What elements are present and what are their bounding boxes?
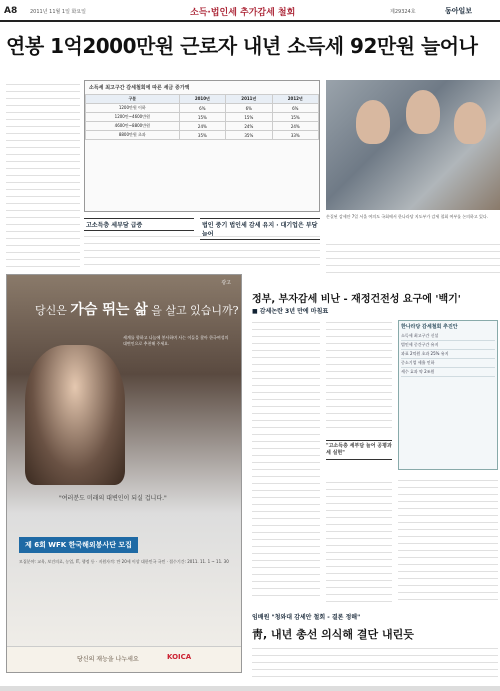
table-cell: 1200만~4600만원 [86,113,180,122]
advertisement[interactable] [6,274,242,673]
info-box-row: 소득세 최고구간 신설 [401,332,495,341]
table-cell: 24% [179,122,225,131]
tax-table-box [84,80,320,212]
main-headline: 연봉 1억2000만원 근로자 내년 소득세 92만원 늘어나 [6,34,478,58]
article-column-4 [252,318,320,608]
subhead-left: 고소득층 세부담 급증 [84,218,194,231]
section-title: 소득·법인세 추가감세 철회 [190,8,296,18]
table-header: 구분 [86,95,180,104]
issue-number: 제29324호 [390,9,416,15]
article-column-6 [398,476,498,608]
ad-headline [35,299,239,319]
table-row [86,113,319,122]
ad-signature: 당신의 재능을 나누세요 [77,656,139,663]
photo-caption: 손질된 감세안 7일 서울 여의도 국회에서 한나라당 지도부가 감세 철회 여부를 논의하고 있다. [326,214,489,219]
table-cell: 15% [226,113,272,122]
ad-footer [7,646,241,672]
ad-tag: 광고 [221,280,231,286]
pull-quote: "고소득층 세부담 늘어 공평과세 실현" [326,440,392,460]
table-cell: 1200만원 이하 [86,104,180,113]
info-box-title: 한나라당 감세철회 추진안 [401,324,458,330]
table-cell: 15% [272,113,318,122]
ad-headline-post: 을 살고 있습니까? [151,304,239,317]
page-header [0,0,500,22]
table-cell: 8800만원 초과 [86,131,180,140]
table-cell: 33% [272,131,318,140]
subhead-right: 법인 중기 법인세 감세 유지 · 대기업은 부담 늘어 [200,218,320,240]
bottom-headline: 靑, 내년 총선 의식해 결단 내린듯 [252,628,414,641]
footer-bar [0,686,500,691]
page-number: A8 [4,6,18,16]
table-cell: 35% [179,131,225,140]
table-cell: 35% [226,131,272,140]
photo-person [406,90,440,134]
article-column-2 [84,232,320,268]
bottom-kicker: 임배원 "청와대 감세안 철회 - 결론 정해" [252,614,361,621]
info-box [398,320,498,470]
info-box-row: 법인세 중간구간 유지 [401,341,495,350]
table-row [86,131,319,140]
ad-award-banner[interactable]: 제 6회 WFK 한국해외봉사단 모집 [19,537,138,553]
article-column-3 [326,240,500,274]
ad-headline-pre: 당신은 [35,304,67,317]
ad-quote: "여러분도 미래의 대변인이 되실 겁니다." [59,495,167,502]
table-title: 소득세 최고구간 감세철회에 따른 세금 증가액 [89,85,190,91]
table-cell: 6% [272,104,318,113]
info-box-row: 중소기업 세율 인하 [401,359,495,368]
table-cell: 24% [226,122,272,131]
table-row [86,122,319,131]
newspaper-name: 동아일보 [445,7,473,15]
photo-person [454,102,486,144]
table-cell: 24% [272,122,318,131]
issue-date: 2011년 11월 1일 화요일 [30,9,87,15]
news-photo [326,80,500,210]
photo-person [356,100,390,144]
table-header: 2012년 [272,95,318,104]
tax-table [85,94,319,140]
article-column-1 [6,80,80,270]
ad-headline-main: 가슴 뛰는 삶 [70,302,148,318]
second-headline: 정부, 부자감세 비난 - 재정건전성 요구에 '백기' [252,294,461,305]
article-column-5 [326,318,392,436]
article-column-7 [326,478,392,608]
table-cell: 6% [226,104,272,113]
ad-portrait [25,345,125,485]
article-column-8 [252,644,498,684]
table-cell: 6% [179,104,225,113]
table-row [86,104,319,113]
info-box-row: 세수 효과 약 2조원 [401,368,495,377]
table-cell: 15% [179,113,225,122]
ad-body-text: 세계를 향하고 나눔에 봉사하며 사는 이들을 찾아 한국여성의 대변인으로 추천해 주세요. [123,335,229,346]
info-box-row: 과표 2억원 초과 25% 유지 [401,350,495,359]
table-cell: 4600만~8800만원 [86,122,180,131]
second-subhead: ■ 감세논란 3년 만에 마침표 [252,308,329,315]
table-header: 2010년 [179,95,225,104]
ad-details: 모집분야: 교육, 보건의료, 농업, IT, 행정 등 · 지원자격: 만 20세 이상 대한민국 국민 · 접수기간: 2011. 11. 1 ~ 11. 30 [19,559,229,564]
koica-logo: KOICA [167,653,192,661]
table-header: 2011년 [226,95,272,104]
